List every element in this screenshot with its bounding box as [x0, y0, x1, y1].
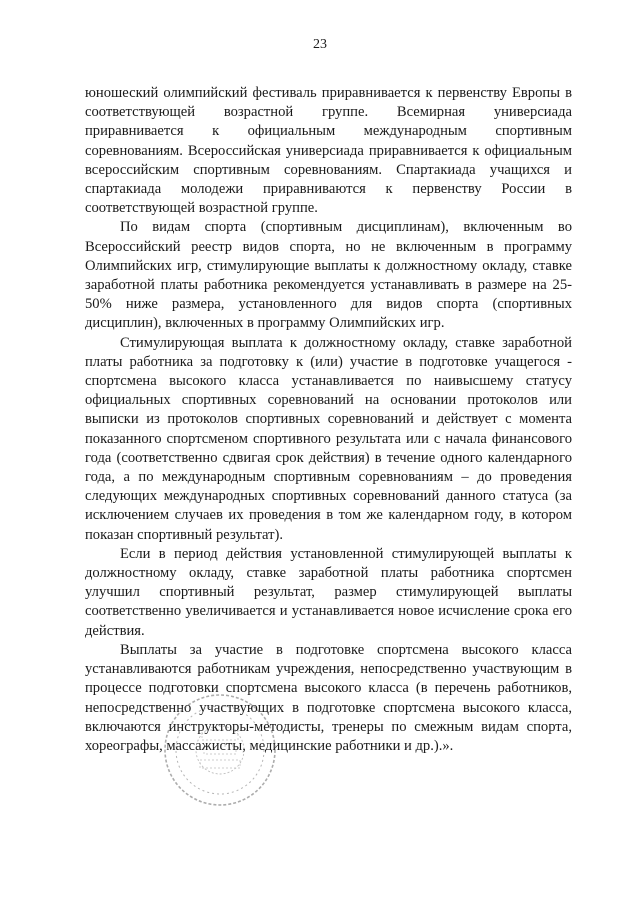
official-stamp [160, 690, 280, 810]
paragraph-continuation: юношеский олимпийский фестиваль приравнивается к первенству Европы в соответствующей возрастной группе. Всемирная универсиада приравнивается к официальным международным спортивным соревнованиям. Всероссийская универсиада приравнивается к официальным всероссийским спортивным соревнованиям. Спартакиада учащихся и спартакиада молодежи приравниваются к первенству России в соответствующей возрастной группе. [85, 85, 572, 217]
paragraph-improved-result: Если в период действия установленной стимулирующей выплаты к должностному окладу, ставке заработной платы работника спортсмен улучшил спортивный результат, размер стимулирующей выплаты соответственно увеличивается и устанавливается новое исчисление срока его действия. [85, 545, 572, 639]
paragraph-stimulating-payment: Стимулирующая выплата к должностному окладу, ставке заработной платы работника за подготовку к (или) участие в подготовке учащегося - спортсмена высокого класса устанавливается по наивысшему статусу официальных спортивных соревнований на основании протоколов или выписки из протоколов спортивных соревнований и действует с момента показанного спортсменом спортивного результата или с начала финансового года (соответственно сдвигая срок действия) в течение одного календарного года, а по международным спортивным соревнованиям – до проведения следующих международных спортивных соревнований данного статуса (за исключением случаев их проведения в том же календарном году, в котором показан спортивный результат). [85, 334, 572, 543]
page-number: 23 [313, 37, 327, 52]
document-body [85, 84, 572, 756]
paragraph-non-olympic-sports: По видам спорта (спортивным дисциплинам), включенным во Всероссийский реестр видов спорта, но не включенным в программу Олимпийских игр, стимулирующие выплаты к должностному окладу, ставке заработной платы работника рекомендуется устанавливать в размере на 25-50% ниже размера, установленного для видов спорта (спортивных дисциплин), включенных в программу Олимпийских игр. [85, 219, 572, 332]
paragraph-training-payments: Выплаты за участие в подготовке спортсмена высокого класса устанавливаются работникам учреждения, непосредственно участвующим в процессе подготовки спортсмена высокого класса (в перечень работников, непосредственно участвующих в подготовке спортсмена высокого класса, включаются инструкторы-методисты, тренеры по смежным видам спорта, хореографы, массажисты, медицинские работники и др.).». [85, 641, 572, 754]
